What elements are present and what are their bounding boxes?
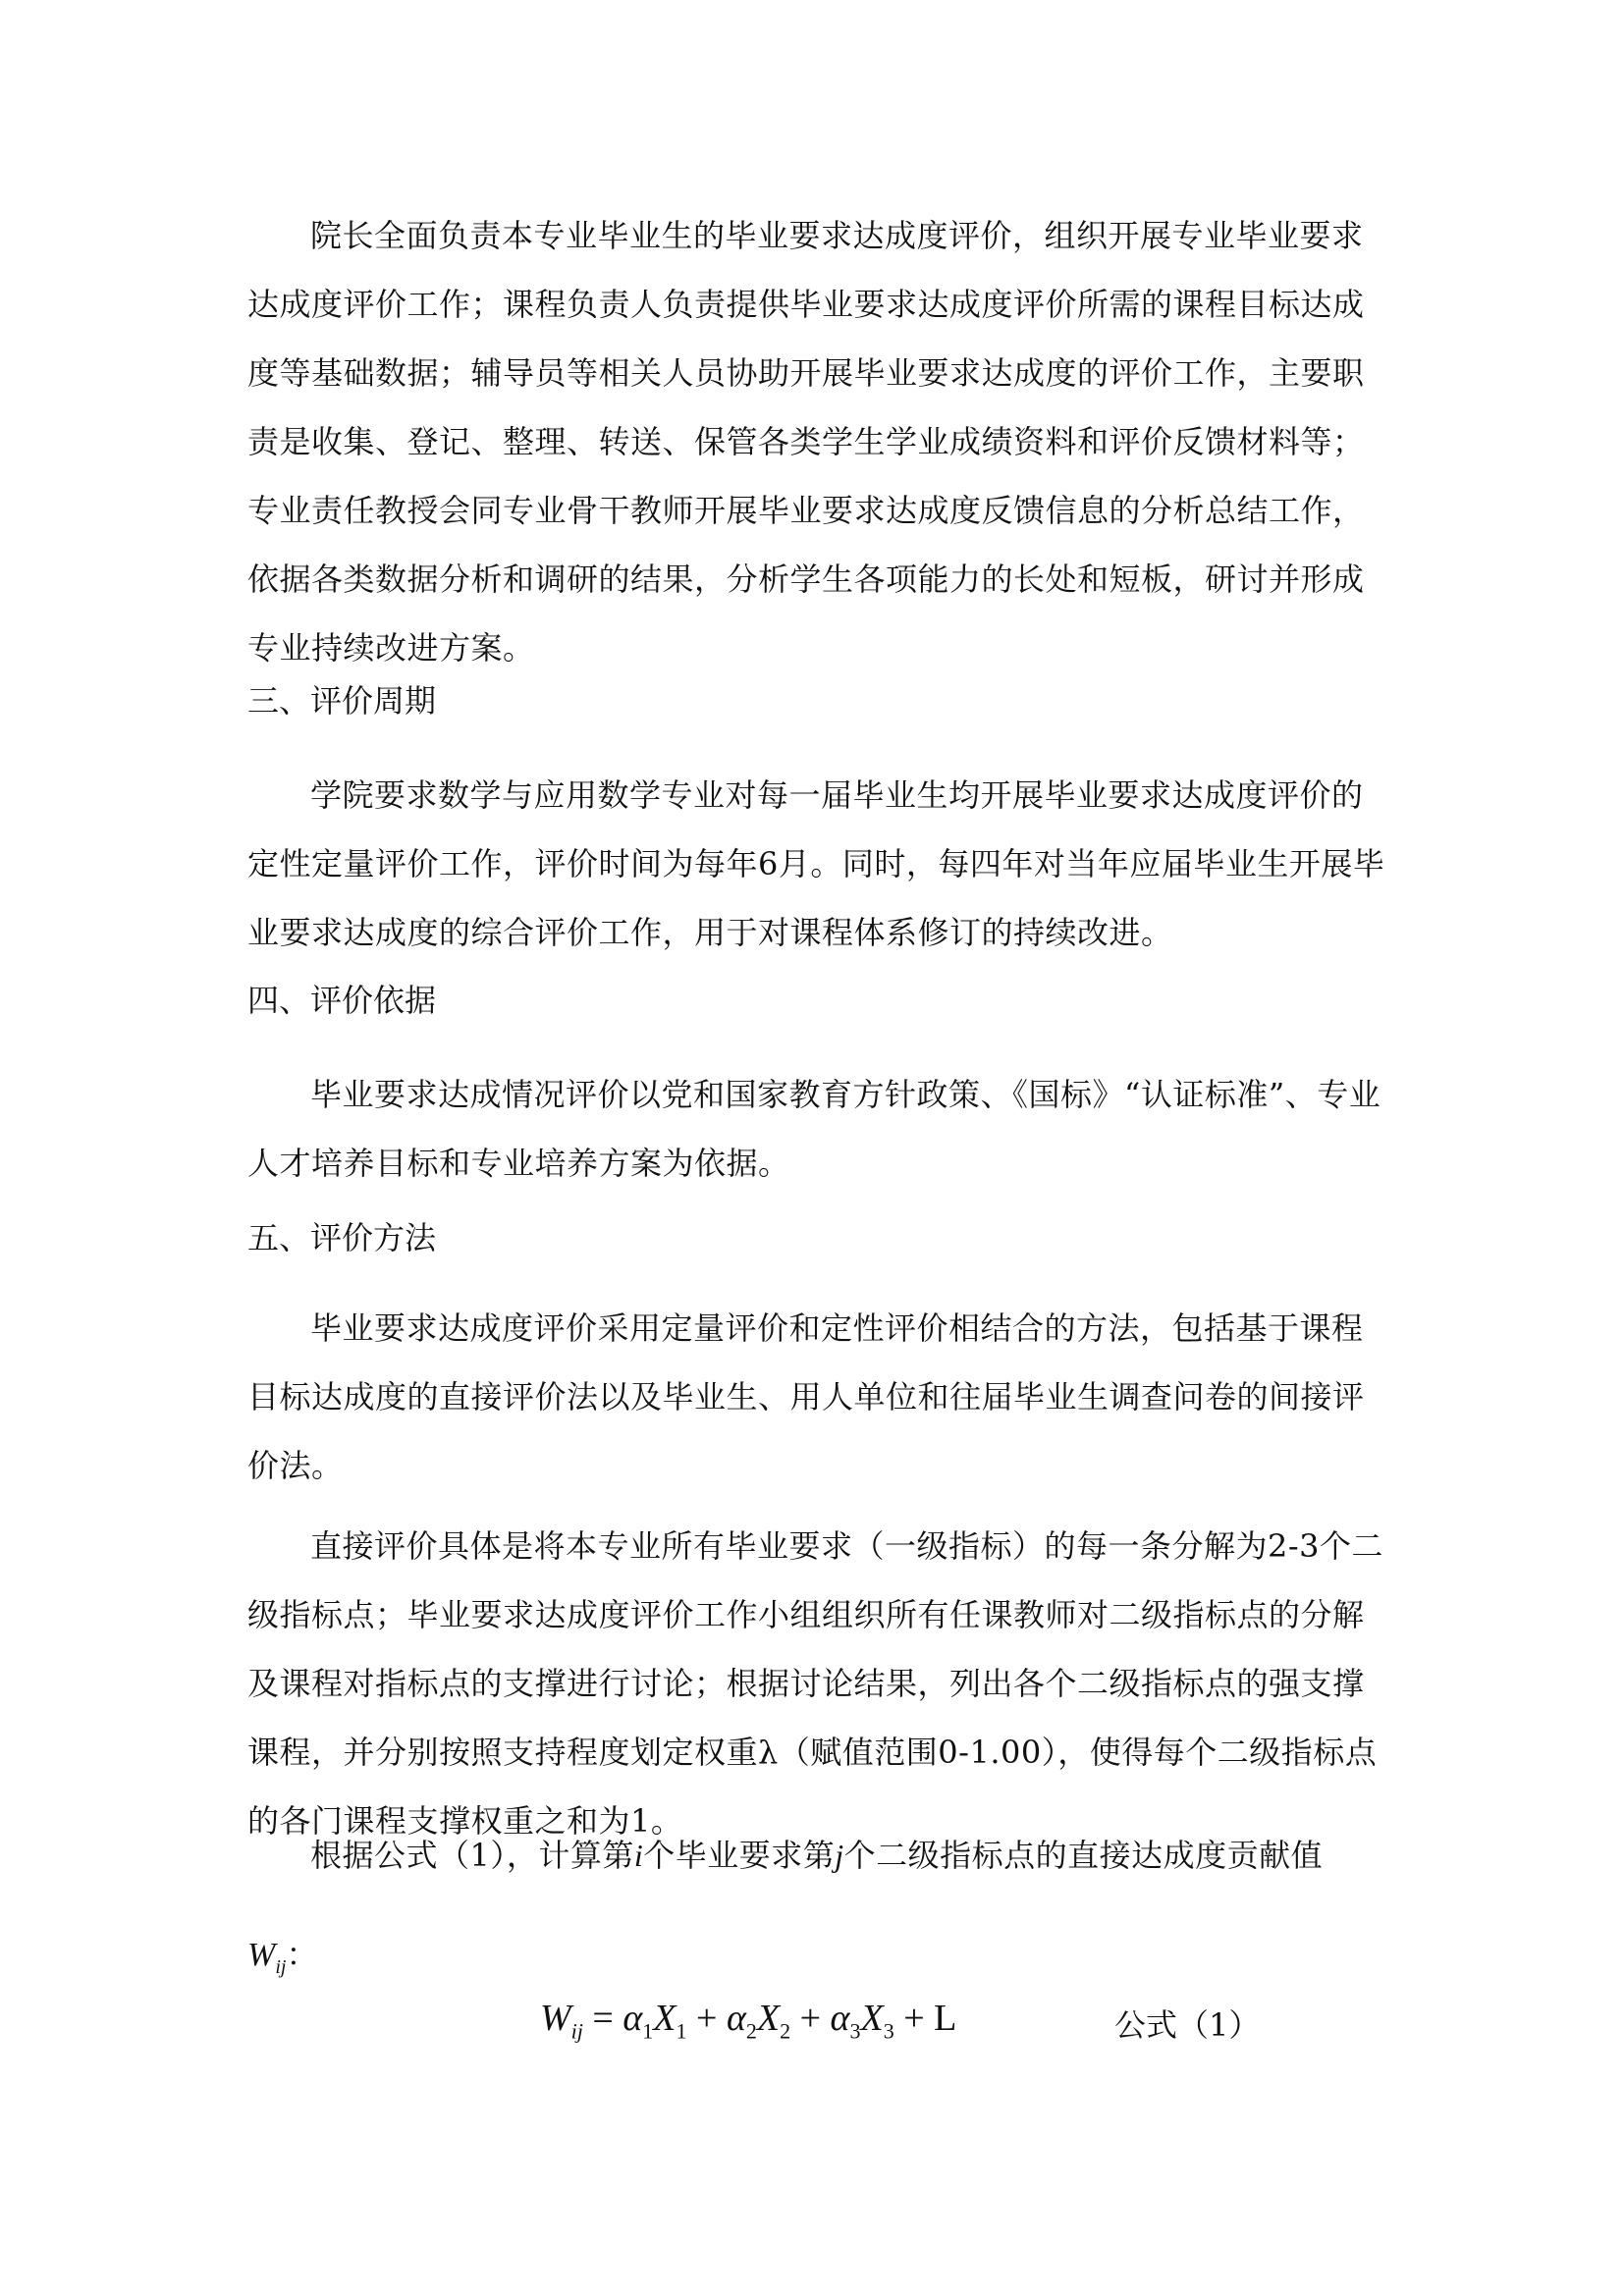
formula-label: 公式（1）	[1114, 2006, 1261, 2044]
paragraph-direct-evaluation: 直接评价具体是将本专业所有毕业要求（一级指标）的每一条分解为2-3个二级指标点；毕业要求达成度评价工作小组组织所有任课教师对二级指标点的分解及课程对指标点的支撑进行讨论；根据讨论结果，列出各个二级指标点的强支撑课程，并分别按照支持程度划定权重λ（赋值范围0-1.00），使得每个二级指标点的各门课程支撑权重之和为1。	[247, 1527, 1384, 1840]
formula-equation: $W_{ij} = \alpha_1X_1 + \alpha_2X_2 + \alpha_3X_3 + L$	[540, 1998, 957, 2044]
paragraph-evaluation-cycle: 学院要求数学与应用数学专业对每一届毕业生均开展毕业要求达成度评价的定性定量评价工作，评价时间为每年6月。同时，每四年对当年应届毕业生开展毕业要求达成度的综合评价工作，用于对课程体系修订的持续改进。	[247, 776, 1385, 951]
heading-evaluation-cycle: 三、评价周期	[247, 682, 437, 720]
paragraph-evaluation-basis: 毕业要求达成情况评价以党和国家教育方针政策、《国标》“认证标准”、专业人才培养目标和专业培养方案为依据。	[247, 1076, 1381, 1182]
formula-intro-part-b: 个毕业要求第	[643, 1837, 836, 1874]
paragraph-evaluation-method: 毕业要求达成度评价采用定量评价和定性评价相结合的方法，包括基于课程目标达成度的直接评价法以及毕业生、用人单位和往届毕业生调查问卷的间接评价法。	[247, 1309, 1365, 1484]
formula-intro-part-c: 个二级指标点的直接达成度贡献值	[843, 1837, 1324, 1874]
index-i: i	[633, 1838, 644, 1873]
heading-evaluation-method: 五、评价方法	[247, 1219, 437, 1256]
paragraph-responsibilities: 院长全面负责本专业毕业生的毕业要求达成度评价，组织开展专业毕业要求达成度评价工作；课程负责人负责提供毕业要求达成度评价所需的课程目标达成度等基础数据；辅导员等相关人员协助开展毕业要求达成度的评价工作，主要职责是收集、登记、整理、转送、保管各类学生学业成绩资料和评价反馈材料等；专业责任教授会同专业骨干教师开展毕业要求达成度反馈信息的分析总结工作，依据各类数据分析和调研的结果，分析学生各项能力的长处和短板，研讨并形成专业持续改进方案。	[247, 217, 1365, 667]
paragraph-formula-intro	[247, 1821, 1386, 1890]
w-ij-variable: $W_{ij}$：	[247, 1936, 318, 1978]
formula-intro-part-a: 根据公式（1），计算第	[310, 1837, 634, 1874]
heading-evaluation-basis: 四、评价依据	[247, 982, 437, 1019]
index-j: j	[835, 1838, 844, 1873]
